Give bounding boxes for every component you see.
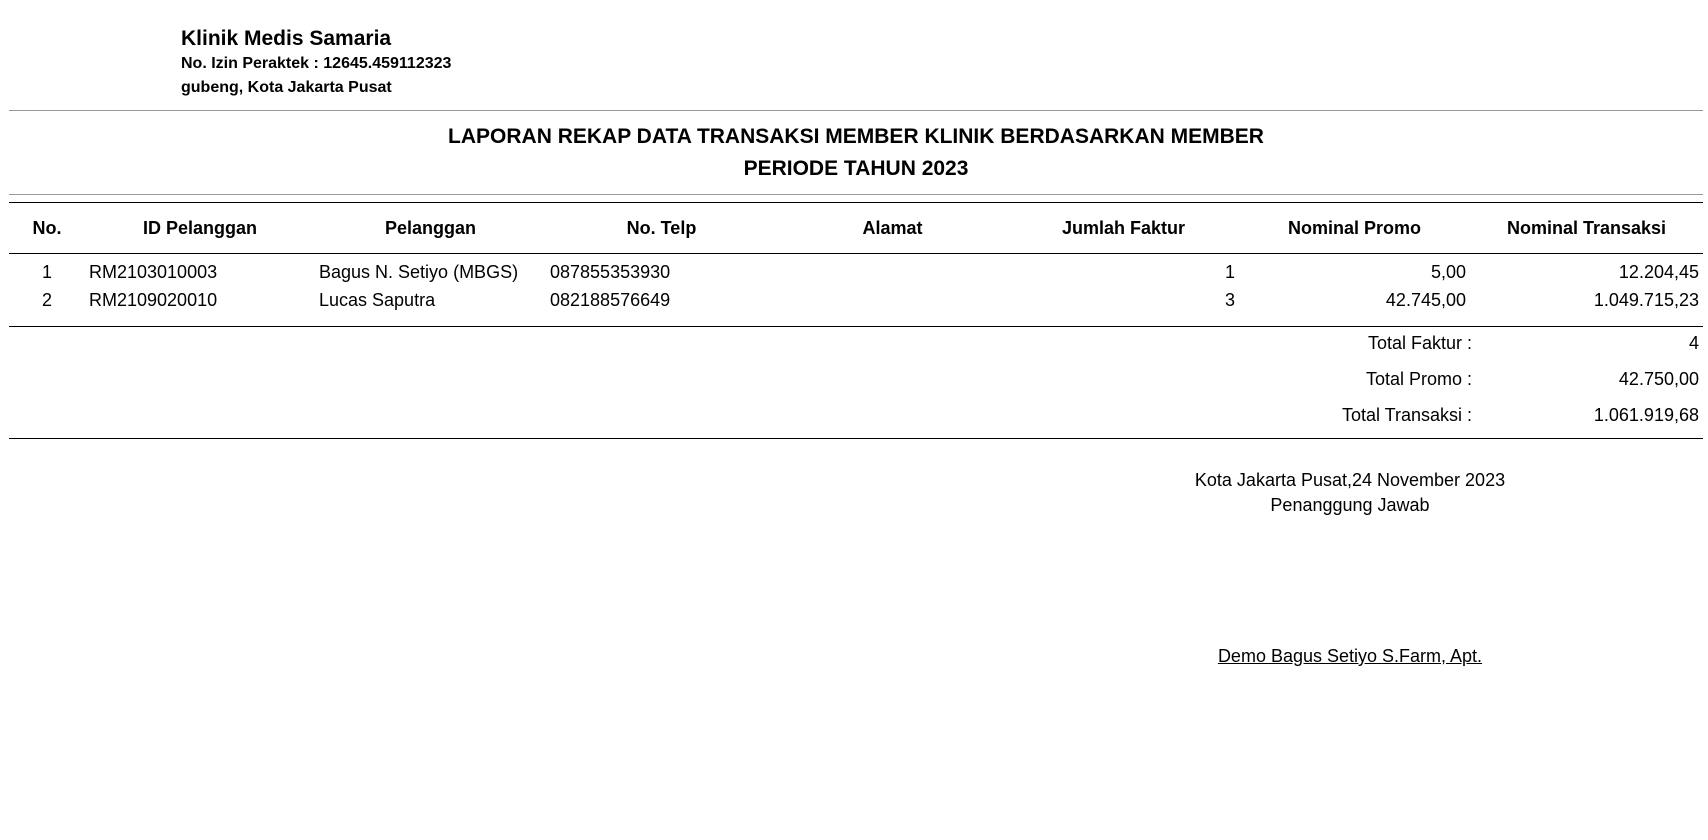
header-nominal-transaksi: Nominal Transaksi [1506,217,1667,238]
signature-block [1180,468,1520,518]
report-period: PERIODE TAHUN 2023 [743,157,969,180]
cell-no: 2 [41,289,52,310]
total-faktur-value: 4 [1688,333,1699,353]
cell-nominal-promo: 5,00 [1430,261,1466,282]
header-no: No. [32,217,62,238]
cell-nominal-transaksi: 12.204,45 [1618,261,1699,282]
cell-alamat [777,286,1008,314]
cell-id-pelanggan: RM2103010003 [89,261,218,282]
table-header-row [9,203,1703,254]
cell-pelanggan: Bagus N. Setiyo (MBGS) [319,261,519,282]
header-divider [9,110,1703,111]
total-promo-value: 42.750,00 [1618,369,1699,389]
signature-name: Demo Bagus Setiyo S.Farm, Apt. [1217,646,1483,666]
cell-alamat [777,254,1008,287]
totals-section [9,327,1703,435]
header-id-pelanggan: ID Pelanggan [142,217,258,238]
title-divider [9,194,1703,195]
header-nominal-promo: Nominal Promo [1287,217,1421,238]
clinic-name: Klinik Medis Samaria [181,27,392,50]
signature-role: Penanggung Jawab [1270,495,1430,515]
table-row [9,254,1703,287]
cell-id-pelanggan: RM2109020010 [89,289,218,310]
total-promo-row [9,363,1703,399]
clinic-address: gubeng, Kota Jakarta Pusat [181,79,392,96]
cell-no-telp: 087855353930 [550,261,671,282]
cell-nominal-transaksi: 1.049.715,23 [1593,289,1699,310]
cell-pelanggan: Lucas Saputra [319,289,436,310]
cell-jumlah-faktur: 3 [1224,289,1235,310]
header-no-telp: No. Telp [626,217,697,238]
cell-jumlah-faktur: 1 [1224,261,1235,282]
total-transaksi-row [9,399,1703,435]
cell-no: 1 [41,261,52,282]
header-pelanggan: Pelanggan [384,217,477,238]
signature-place-date: Kota Jakarta Pusat,24 November 2023 [1194,470,1506,490]
cell-no-telp: 082188576649 [550,289,671,310]
cell-nominal-promo: 42.745,00 [1385,289,1466,310]
clinic-license: No. Izin Peraktek : 12645.459112323 [181,55,452,72]
clinic-header [181,26,451,100]
header-jumlah-faktur: Jumlah Faktur [1061,217,1186,238]
total-promo-label: Total Promo : [1365,369,1472,389]
table-row [9,286,1703,314]
total-faktur-row [9,327,1703,363]
total-faktur-label: Total Faktur : [1367,333,1472,353]
transaction-table [9,203,1703,314]
total-transaksi-value: 1.061.919,68 [1593,405,1699,425]
report-title: LAPORAN REKAP DATA TRANSAKSI MEMBER KLINIK BERDASARKAN MEMBER [448,125,1264,148]
total-transaksi-label: Total Transaksi : [1341,405,1472,425]
signature-name-block [1180,644,1520,669]
header-alamat: Alamat [862,217,923,238]
totals-bottom-rule [9,438,1703,439]
